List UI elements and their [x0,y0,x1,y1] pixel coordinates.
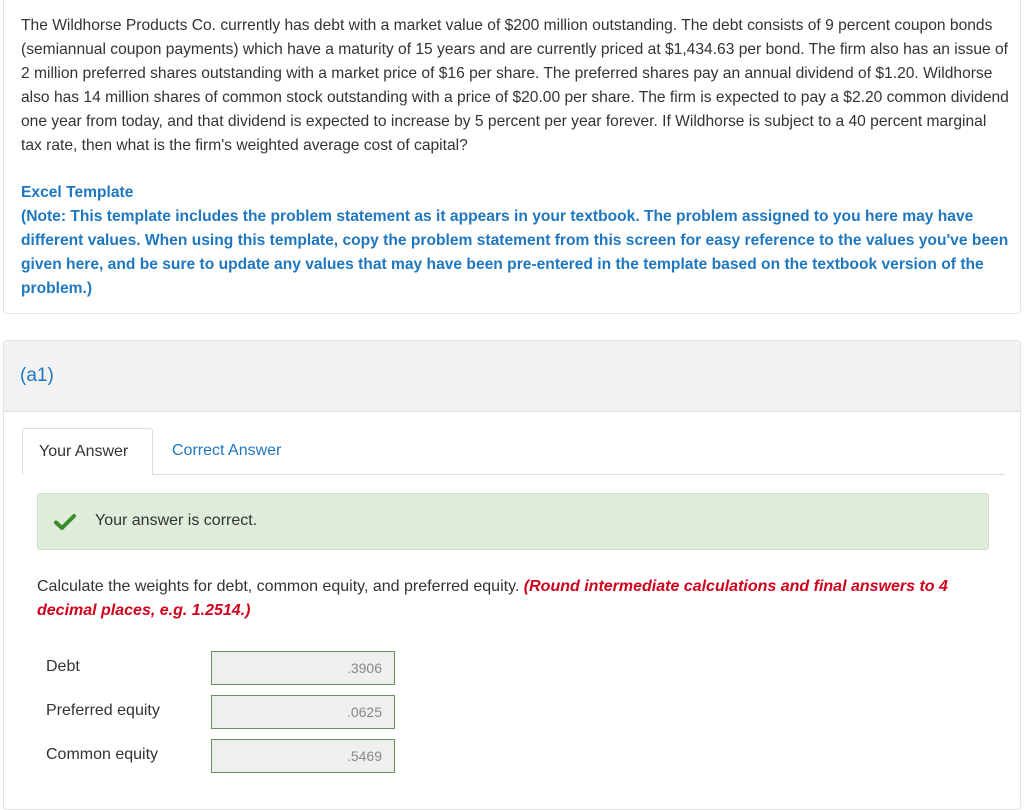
instructions [37,575,997,623]
part-header [4,341,1020,412]
debt-label: Debt [46,658,80,675]
feedback-message: Your answer is correct. [95,512,258,529]
common-equity-label: Common equity [46,746,159,763]
rounding-hint: (Round intermediate calculations and final answers to 4 decimal places, e.g. 1.2514.) [37,578,948,619]
preferred-equity-weight-input[interactable] [211,695,395,729]
tab-your-answer[interactable]: Your Answer [22,428,153,475]
question-part-card [3,340,1021,810]
excel-template-note: (Note: This template includes the problem statement as it appears in your textbook. The problem assigned to you here may have different values. When using this template, copy the problem statement from this screen for easy reference to the values you've been given here, and be sure to update any values that may have been pre-entered in the template based on the textbook version of the problem.) [21,208,1009,297]
problem-statement: The Wildhorse Products Co. currently has debt with a market value of $200 million outstanding. The debt consists of 9 percent coupon bonds (semiannual coupon payments) which have a maturity of 15 years and are currently priced at $1,434.63 per bond. The firm also has an issue of 2 million preferred shares outstanding with a market price of $16 per share. The preferred shares pay an annual dividend of $1.20. Wildhorse also has 14 million shares of common stock outstanding with a price of $20.00 per share. The firm is expected to pay a $2.20 common dividend one year from today, and that dividend is expected to increase by 5 percent per year forever. If Wildhorse is subject to a 40 percent marginal tax rate, then what is the firm's weighted average cost of capital? [21,17,1009,154]
excel-template-link[interactable]: Excel Template [21,184,134,201]
debt-weight-input[interactable] [211,651,395,685]
common-equity-weight-input[interactable] [211,739,395,773]
preferred-equity-label: Preferred equity [46,702,160,719]
check-icon [54,514,76,530]
problem-card [3,0,1021,314]
instructions-text: Calculate the weights for debt, common equity, and preferred equity. [37,578,520,595]
correct-feedback-box [37,493,989,550]
part-label: (a1) [20,365,54,386]
answer-tabs [22,428,1005,475]
tab-correct-answer[interactable]: Correct Answer [172,442,282,459]
